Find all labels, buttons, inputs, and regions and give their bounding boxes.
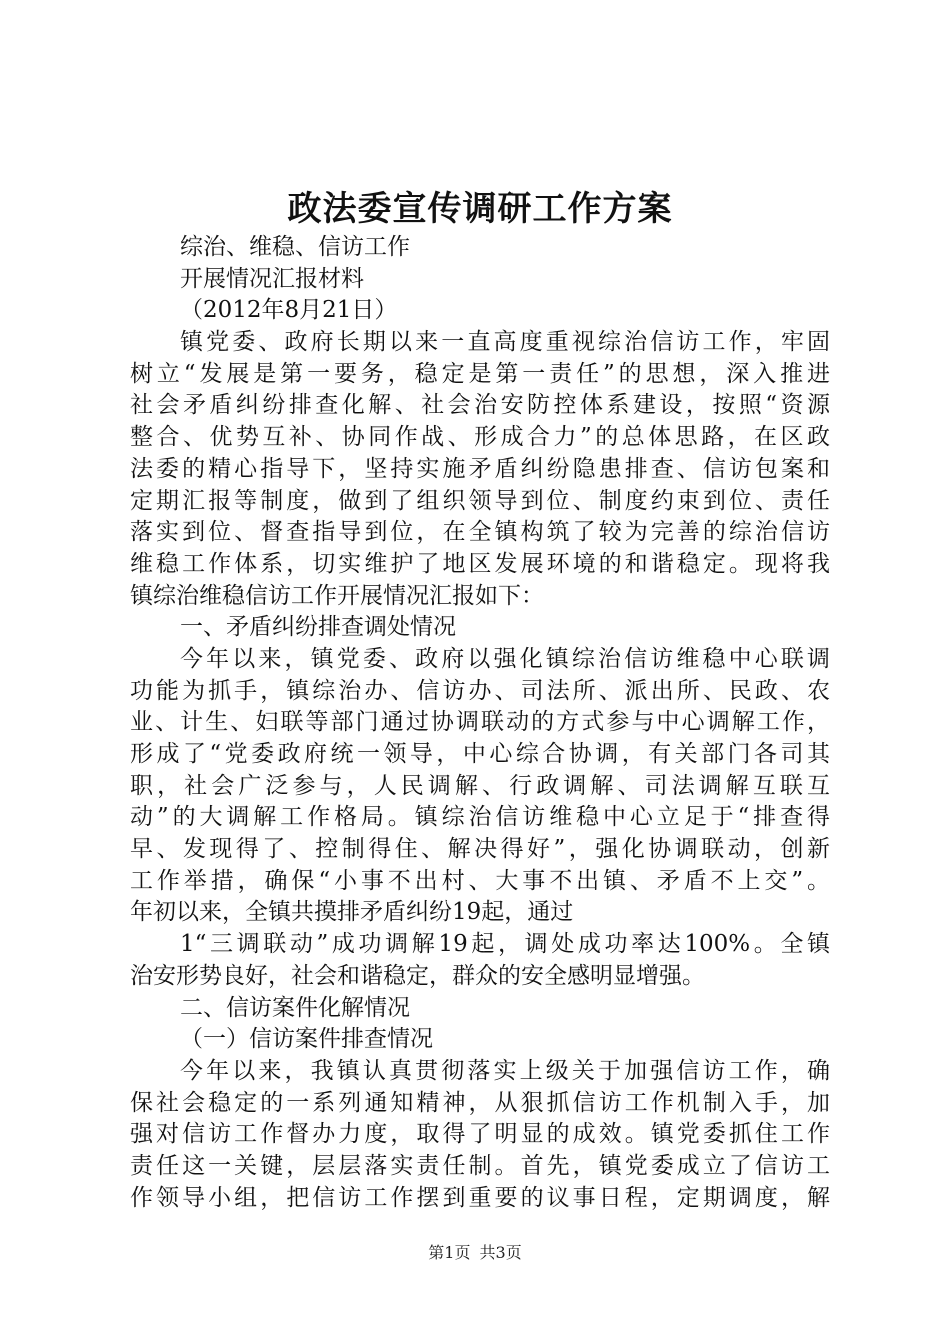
text-line: 法委的精心指导下，坚持实施矛盾纠纷隐患排查、信访包案和: [130, 455, 830, 482]
text-line: （2012年8月21日）: [180, 297, 398, 324]
text-line: 定期汇报等制度，做到了组织领导到位、制度约束到位、责任: [130, 487, 830, 514]
text-line: 1“三调联动”成功调解19起，调处成功率达100%。全镇: [180, 931, 830, 958]
page-number: 第1页: [428, 1243, 471, 1262]
page-total: 共3页: [479, 1243, 522, 1262]
text-line: 保社会稳定的一系列通知精神，从狠抓信访工作机制入手，加: [130, 1089, 830, 1116]
text-line: 一、矛盾纠纷排查调处情况: [180, 614, 456, 641]
document-title: 政法委宣传调研工作方案: [287, 189, 673, 229]
text-line: 工作举措，确保“小事不出村、大事不出镇、矛盾不上交”。: [130, 867, 830, 894]
text-line: 今年以来，我镇认真贯彻落实上级关于加强信访工作，确: [180, 1057, 830, 1084]
text-line: 今年以来，镇党委、政府以强化镇综治信访维稳中心联调: [180, 645, 830, 672]
text-line: 二、信访案件化解情况: [180, 994, 410, 1021]
text-line: 开展情况汇报材料: [180, 265, 364, 292]
text-line: 落实到位、督查指导到位，在全镇构筑了较为完善的综治信访: [130, 519, 830, 546]
text-line: 综治、维稳、信访工作: [180, 234, 410, 260]
text-line: 动”的大调解工作格局。镇综治信访维稳中心立足于“排查得: [130, 804, 830, 831]
text-line: （一）信访案件排查情况: [180, 1026, 433, 1053]
text-line: 社会矛盾纠纷排查化解、社会治安防控体系建设，按照“资源: [130, 392, 830, 419]
document-page: [130, 0, 830, 1344]
text-line: 维稳工作体系，切实维护了地区发展环境的和谐稳定。现将我: [130, 550, 830, 577]
text-line: 责任这一关键，层层落实责任制。首先，镇党委成立了信访工: [130, 1152, 830, 1179]
document-body: [130, 232, 830, 1214]
text-line: 功能为抓手，镇综治办、信访办、司法所、派出所、民政、农: [130, 677, 830, 704]
text-line: 年初以来，全镇共摸排矛盾纠纷19起，通过: [130, 899, 574, 926]
text-line: 强对信访工作督办力度，取得了明显的成效。镇党委抓住工作: [130, 1121, 830, 1148]
text-line: 整合、优势互补、协同作战、形成合力”的总体思路，在区政: [130, 424, 830, 451]
text-line: 治安形势良好，社会和谐稳定，群众的安全感明显增强。: [130, 962, 705, 989]
text-line: 镇综治维稳信访工作开展情况汇报如下：: [130, 582, 544, 609]
text-line: 镇党委、政府长期以来一直高度重视综治信访工作，牢固: [180, 329, 830, 356]
text-line: 职，社会广泛参与，人民调解、行政调解、司法调解互联互: [130, 772, 830, 799]
text-line: 作领导小组，把信访工作摆到重要的议事日程，定期调度，解: [130, 1184, 830, 1211]
text-line: 形成了“党委政府统一领导，中心综合协调，有关部门各司其: [130, 741, 830, 767]
text-line: 早、发现得了、控制得住、解决得好”，强化协调联动，创新: [130, 836, 830, 863]
text-line: 业、计生、妇联等部门通过协调联动的方式参与中心调解工作，: [130, 709, 830, 736]
text-line: 树立“发展是第一要务，稳定是第一责任”的思想，深入推进: [130, 360, 830, 387]
page-footer: [0, 1241, 950, 1265]
